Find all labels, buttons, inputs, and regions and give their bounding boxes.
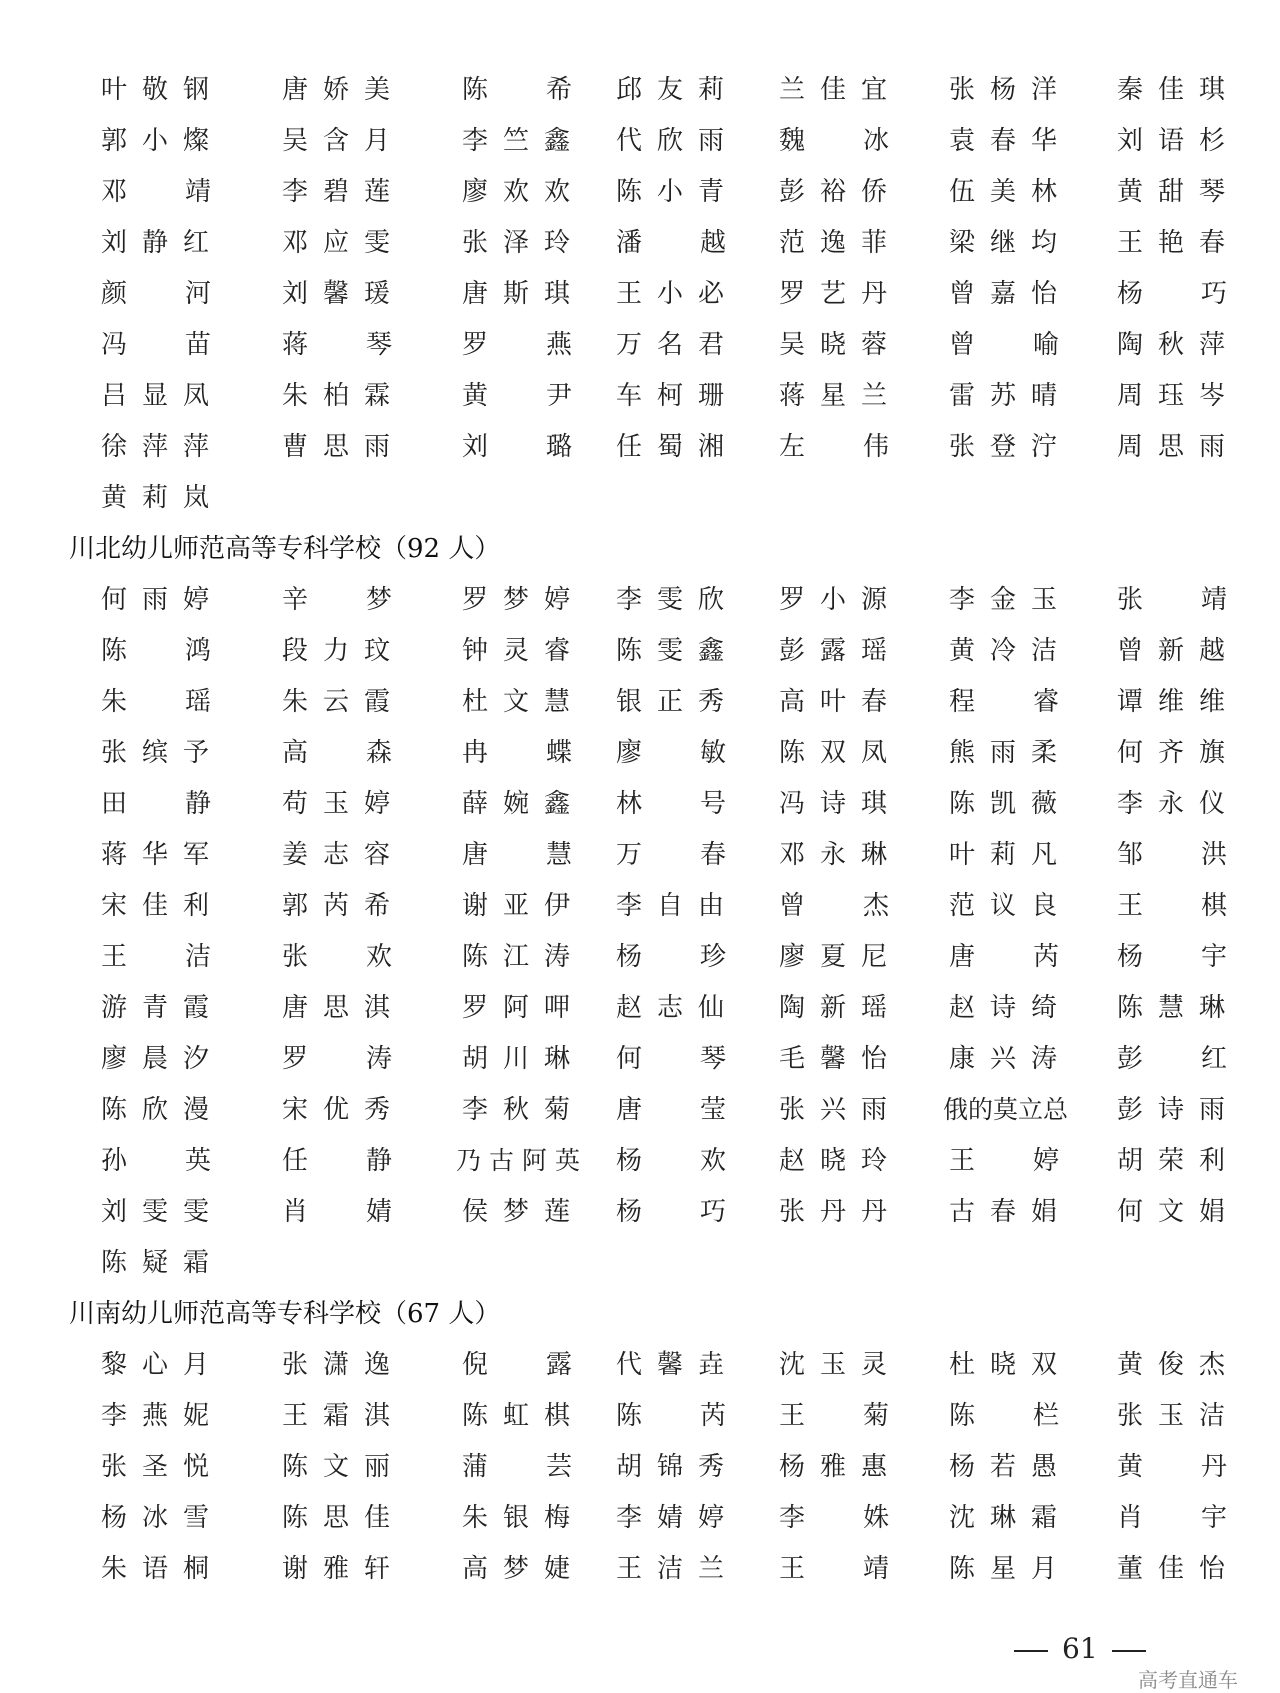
person-name: 董佳怡 [1117,1554,1227,1584]
person-name: 李金玉 [949,585,1059,615]
name-row [0,682,1280,722]
person-name: 陈疑霜 [101,1248,211,1278]
person-name: 郭小燦 [101,126,211,156]
person-name: 钟灵睿 [462,636,572,666]
person-name: 叶莉凡 [949,840,1059,870]
person-name: 谢雅轩 [282,1554,392,1584]
name-row [0,223,1280,263]
person-name: 胡川琳 [462,1044,572,1074]
person-name: 颜 河 [101,279,211,309]
person-name: 邹 洪 [1117,840,1227,870]
person-name: 侯梦莲 [462,1197,572,1227]
person-name: 沈琳霜 [949,1503,1059,1533]
person-name: 彭 红 [1117,1044,1227,1074]
person-name: 杜晓双 [949,1350,1059,1380]
person-name: 沈玉灵 [779,1350,889,1380]
person-name: 陈欣漫 [101,1095,211,1125]
person-name: 代馨垚 [616,1350,726,1380]
person-name: 游青霞 [101,993,211,1023]
person-name: 段力玟 [282,636,392,666]
name-row [0,1345,1280,1385]
person-name: 邓应雯 [282,228,392,258]
person-name: 兰佳宜 [779,75,889,105]
person-name: 张兴雨 [779,1095,889,1125]
person-name: 曾 喻 [949,330,1059,360]
person-name: 陈慧琳 [1117,993,1227,1023]
name-row [0,784,1280,824]
name-row [0,325,1280,365]
person-name: 彭诗雨 [1117,1095,1227,1125]
person-name: 王 婷 [949,1146,1059,1176]
person-name: 王小必 [616,279,726,309]
person-name: 任 静 [282,1146,392,1176]
person-name: 王霜淇 [282,1401,392,1431]
person-name: 彭裕侨 [779,177,889,207]
person-name: 李燕妮 [101,1401,211,1431]
person-name: 何 琴 [616,1044,726,1074]
name-row [0,376,1280,416]
page-number: 61 [1062,1632,1098,1665]
person-name: 张泽玲 [462,228,572,258]
person-name: 王 靖 [779,1554,889,1584]
person-name: 陈江涛 [462,942,572,972]
person-name: 唐 莹 [616,1095,726,1125]
person-name: 叶敬钢 [101,75,211,105]
person-name: 蒋华军 [101,840,211,870]
person-name: 孙 英 [101,1146,211,1176]
person-name: 雷苏晴 [949,381,1059,411]
person-name: 梁继均 [949,228,1059,258]
person-name: 罗梦婷 [462,585,572,615]
person-name: 杨雅惠 [779,1452,889,1482]
person-name: 张登泞 [949,432,1059,462]
person-name: 陈虹棋 [462,1401,572,1431]
person-name: 刘 璐 [462,432,572,462]
person-name: 唐斯琪 [462,279,572,309]
person-name: 林 号 [616,789,726,819]
name-row [0,580,1280,620]
person-name: 范议良 [949,891,1059,921]
person-name: 黄莉岚 [101,483,211,513]
person-name: 黎心月 [101,1350,211,1380]
person-name: 任蜀湘 [616,432,726,462]
person-name: 吴含月 [282,126,392,156]
person-name: 张杨洋 [949,75,1059,105]
person-name: 车柯珊 [616,381,726,411]
person-name: 李自由 [616,891,726,921]
person-name: 陈雯鑫 [616,636,726,666]
person-name: 邱友莉 [616,75,726,105]
person-name: 谭维维 [1117,687,1227,717]
person-name: 黄冷洁 [949,636,1059,666]
person-name: 陈 芮 [616,1401,726,1431]
name-row [0,988,1280,1028]
person-name: 古春娟 [949,1197,1059,1227]
person-name: 冯 苗 [101,330,211,360]
person-name: 胡荣利 [1117,1146,1227,1176]
name-row [0,1141,1280,1181]
person-name: 陈思佳 [282,1503,392,1533]
person-name: 何文娟 [1117,1197,1227,1227]
person-name: 邓永琳 [779,840,889,870]
person-name: 曹思雨 [282,432,392,462]
name-row [0,1549,1280,1589]
person-name: 杨 珍 [616,942,726,972]
person-name: 唐娇美 [282,75,392,105]
name-row [0,1090,1280,1130]
person-name: 朱柏霖 [282,381,392,411]
person-name: 杨 巧 [1117,279,1227,309]
name-row [0,733,1280,773]
person-name: 赵志仙 [616,993,726,1023]
person-name: 廖欢欢 [462,177,572,207]
person-name: 王 洁 [101,942,211,972]
person-name: 朱云霞 [282,687,392,717]
person-name: 杨冰雪 [101,1503,211,1533]
name-row [0,886,1280,926]
name-row [0,427,1280,467]
person-name: 张 靖 [1117,585,1227,615]
person-name: 辛 梦 [282,585,392,615]
person-name: 彭露瑶 [779,636,889,666]
person-name: 杨 欢 [616,1146,726,1176]
person-name: 魏 冰 [779,126,889,156]
person-name: 冉 蝶 [462,738,572,768]
name-row [0,1192,1280,1232]
person-name: 陶秋萍 [1117,330,1227,360]
person-name: 刘语杉 [1117,126,1227,156]
person-name: 罗阿呷 [462,993,572,1023]
person-name: 罗 涛 [282,1044,392,1074]
person-name: 刘雯雯 [101,1197,211,1227]
person-name: 杨若愚 [949,1452,1059,1482]
person-name: 唐思淇 [282,993,392,1023]
name-row [0,70,1280,110]
person-name: 潘 越 [616,228,726,258]
person-name: 杨 宇 [1117,942,1227,972]
name-row [0,1396,1280,1436]
person-name: 王 菊 [779,1401,889,1431]
person-name: 康兴涛 [949,1044,1059,1074]
page-footer [1000,1629,1160,1669]
person-name: 李雯欣 [616,585,726,615]
person-name: 朱银梅 [462,1503,572,1533]
person-name: 万 春 [616,840,726,870]
person-name: 陈文丽 [282,1452,392,1482]
person-name: 李婧婷 [616,1503,726,1533]
person-name: 王 棋 [1117,891,1227,921]
person-name: 廖晨汐 [101,1044,211,1074]
person-name: 张圣悦 [101,1452,211,1482]
name-row [0,172,1280,212]
person-name: 银正秀 [616,687,726,717]
person-name: 苟玉婷 [282,789,392,819]
name-row [0,1447,1280,1487]
person-name: 蒲 芸 [462,1452,572,1482]
person-name: 李秋菊 [462,1095,572,1125]
person-name: 廖 敏 [616,738,726,768]
person-name: 陈 鸿 [101,636,211,666]
person-name: 田 静 [101,789,211,819]
person-name: 左 伟 [779,432,889,462]
person-name: 蒋 琴 [282,330,392,360]
person-name: 肖 婧 [282,1197,392,1227]
person-name: 张丹丹 [779,1197,889,1227]
person-name: 冯诗琪 [779,789,889,819]
person-name: 黄俊杰 [1117,1350,1227,1380]
person-name: 唐 慧 [462,840,572,870]
person-name: 曾嘉怡 [949,279,1059,309]
name-row [0,478,1280,518]
person-name: 唐 芮 [949,942,1059,972]
person-name: 王艳春 [1117,228,1227,258]
person-name: 郭芮希 [282,891,392,921]
person-name: 朱语桐 [101,1554,211,1584]
person-name: 周思雨 [1117,432,1227,462]
person-name: 宋佳利 [101,891,211,921]
name-row [0,937,1280,977]
person-name: 毛馨怡 [779,1044,889,1074]
person-name: 黄甜琴 [1117,177,1227,207]
person-name: 袁春华 [949,126,1059,156]
section-title: 川北幼儿师范高等专科学校（92 人） [69,534,501,564]
person-name: 肖 宇 [1117,1503,1227,1533]
person-name: 高叶春 [779,687,889,717]
person-name: 杨 巧 [616,1197,726,1227]
person-name: 陈 希 [462,75,572,105]
person-name: 李碧莲 [282,177,392,207]
person-name: 廖夏尼 [779,942,889,972]
person-name: 倪 露 [462,1350,572,1380]
person-name: 李竺鑫 [462,126,572,156]
person-name: 刘馨瑗 [282,279,392,309]
person-name: 高梦婕 [462,1554,572,1584]
name-row [0,1243,1280,1283]
person-name: 秦佳琪 [1117,75,1227,105]
person-name: 俄的莫立总 [943,1095,1069,1124]
person-name: 宋优秀 [282,1095,392,1125]
person-name: 薛婉鑫 [462,789,572,819]
person-name: 朱 瑶 [101,687,211,717]
person-name: 陈 栏 [949,1401,1059,1431]
person-name: 何雨婷 [101,585,211,615]
person-name: 周珏岑 [1117,381,1227,411]
name-row [0,835,1280,875]
person-name: 胡锦秀 [616,1452,726,1482]
person-name: 吴晓蓉 [779,330,889,360]
person-name: 陈凯薇 [949,789,1059,819]
person-name: 张 欢 [282,942,392,972]
name-row [0,1498,1280,1538]
person-name: 杜文慧 [462,687,572,717]
person-name: 陈星月 [949,1554,1059,1584]
name-row [0,631,1280,671]
person-name: 黄 丹 [1117,1452,1227,1482]
person-name: 邓 靖 [101,177,211,207]
person-name: 赵诗绮 [949,993,1059,1023]
person-name: 李永仪 [1117,789,1227,819]
person-name: 张缤予 [101,738,211,768]
person-name: 程 睿 [949,687,1059,717]
person-name: 吕显凤 [101,381,211,411]
person-name: 罗小源 [779,585,889,615]
person-name: 何齐旗 [1117,738,1227,768]
name-row [0,121,1280,161]
footer-dash-right [1112,1650,1146,1652]
person-name: 张玉洁 [1117,1401,1227,1431]
person-name: 伍美林 [949,177,1059,207]
person-name: 李 姝 [779,1503,889,1533]
watermark: 高考直通车 [1138,1668,1238,1692]
person-name: 范逸菲 [779,228,889,258]
person-name: 高 森 [282,738,392,768]
person-name: 王洁兰 [616,1554,726,1584]
person-name: 刘静红 [101,228,211,258]
person-name: 徐萍萍 [101,432,211,462]
person-name: 张潇逸 [282,1350,392,1380]
person-name: 曾新越 [1117,636,1227,666]
person-name: 谢亚伊 [462,891,572,921]
person-name: 黄 尹 [462,381,572,411]
person-name: 罗艺丹 [779,279,889,309]
name-row [0,274,1280,314]
footer-dash-left [1014,1650,1048,1652]
person-name: 蒋星兰 [779,381,889,411]
person-name: 代欣雨 [616,126,726,156]
person-name: 罗 燕 [462,330,572,360]
person-name: 熊雨柔 [949,738,1059,768]
name-row [0,1039,1280,1079]
person-name: 姜志容 [282,840,392,870]
person-name: 赵晓玲 [779,1146,889,1176]
person-name: 陈双凤 [779,738,889,768]
person-name: 乃古阿英 [456,1146,580,1175]
person-name: 陈小青 [616,177,726,207]
person-name: 曾 杰 [779,891,889,921]
person-name: 万名君 [616,330,726,360]
section-title: 川南幼儿师范高等专科学校（67 人） [69,1299,501,1329]
person-name: 陶新瑶 [779,993,889,1023]
